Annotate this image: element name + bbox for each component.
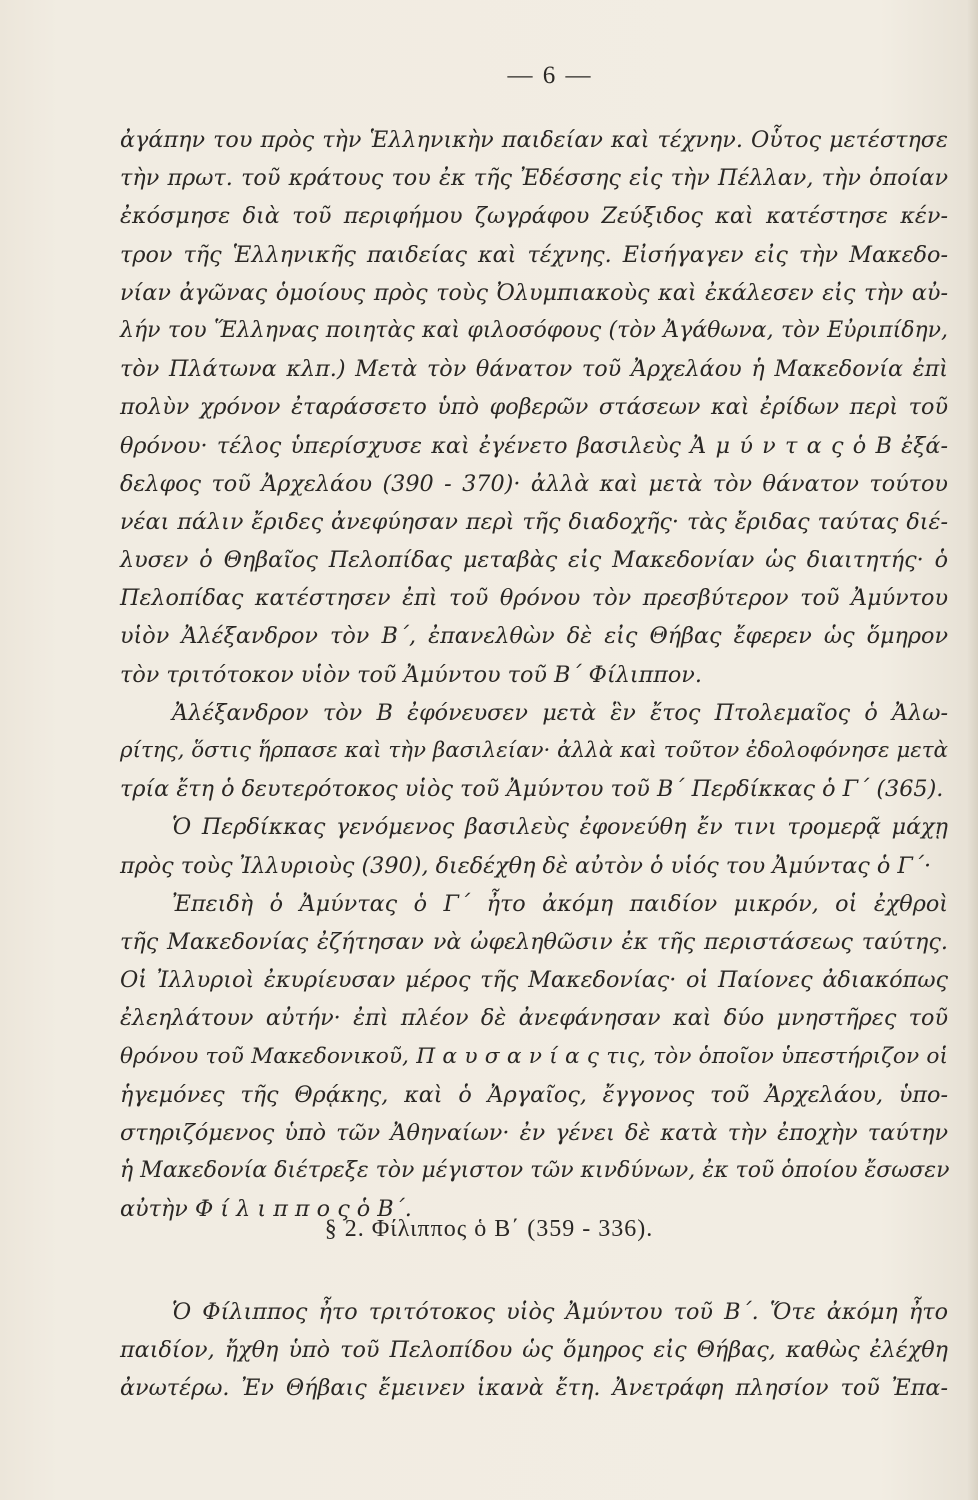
text-line: νίαν ἀγῶνας ὁμοίους πρὸς τοὺς Ὀλυμπιακοὺς καὶ ἐκάλεσεν εἰς τὴν αὐ- [120,279,948,306]
text-line: Πελοπίδας κατέστησεν ἐπὶ τοῦ θρόνου τὸν πρεσβύτερον τοῦ Ἀμύντου [120,585,948,612]
text-line: λυσεν ὁ Θηβαῖος Πελοπίδας μεταβὰς εἰς Μακεδονίαν ὡς διαιτητής· ὁ [120,547,948,574]
text-line: αὐτὴν Φ ί λ ι π π ο ς ὁ Β΄. [120,1196,412,1223]
text-line: Ἐπειδὴ ὁ Ἀμύντας ὁ Γ΄ ἦτο ἀκόμη παιδίον μικρόν, οἱ ἐχθροὶ [172,890,948,917]
text-line: ἡγεμόνες τῆς Θρᾴκης, καὶ ὁ Ἀργαῖος, ἔγγονος τοῦ Ἀρχελάου, ὑπο- [120,1081,948,1108]
text-line: ἡ Μακεδονία διέτρεξε τὸν μέγιστον τῶν κινδύνων, ἐκ τοῦ ὁποίου ἔσωσεν [120,1158,950,1184]
text-line: Ὁ Φίλιππος ἦτο τριτότοκος υἱὸς Ἀμύντου τοῦ Β΄. Ὅτε ἀκόμη ἦτο [172,1299,948,1325]
section-text [120,1293,948,1408]
page-number: — 6 — [507,62,593,89]
text-line: στηριζόμενος ὑπὸ τῶν Ἀθηναίων· ἐν γένει δὲ κατὰ τὴν ἐποχὴν ταύτην [120,1119,948,1146]
text-line: θρόνου· τέλος ὑπερίσχυσε καὶ ἐγένετο βασιλεὺς Ἀ μ ύ ν τ α ς ὁ Β ἐξά- [120,432,948,459]
text-line: τῆς Μακεδονίας ἐζήτησαν νὰ ὠφεληθῶσιν ἐκ τῆς περιστάσεως ταύτης. [120,928,948,955]
text-line: τὸν Πλάτωνα κλπ.) Μετὰ τὸν θάνατον τοῦ Ἀρχελάου ἡ Μακεδονία ἐπὶ [120,356,948,383]
text-line: υἱὸν Ἀλέξανδρον τὸν Β΄, ἐπανελθὼν δὲ εἰς Θήβας ἔφερεν ὡς ὅμηρον [120,623,948,650]
text-line: τρον τῆς Ἑλληνικῆς παιδείας καὶ τέχνης. Εἰσήγαγεν εἰς τὴν Μακεδο- [120,241,948,268]
text-line: τὴν πρωτ. τοῦ κράτους του ἐκ τῆς Ἐδέσσης εἰς τὴν Πέλλαν, τὴν ὁποίαν [120,165,948,192]
text-line: ἐκόσμησε διὰ τοῦ περιφήμου ζωγράφου Ζεύξιδος καὶ κατέστησε κέν- [120,203,948,230]
text-line: ρίτης, ὅστις ἥρπασε καὶ τὴν βασιλείαν· ἀλλὰ καὶ τοῦτον ἐδολοφόνησε μετὰ [120,738,948,763]
text-line: νέαι πάλιν ἔριδες ἀνεφύησαν περὶ τῆς διαδοχῆς· τὰς ἔριδας ταύτας διέ- [120,508,948,535]
section-heading: § 2. Φίλιππος ὁ Β΄ (359 - 336). [324,1216,654,1242]
text-line: ἀγάπην του πρὸς τὴν Ἑλληνικὴν παιδείαν καὶ τέχνην. Οὗτος μετέστησε [120,127,948,153]
text-line: λήν του Ἕλληνας ποιητὰς καὶ φιλοσόφους (τὸν Ἀγάθωνα, τὸν Εὐριπίδην, [120,317,948,343]
text-line: δελφος τοῦ Ἀρχελάου (390 - 370)· ἀλλὰ καὶ μετὰ τὸν θάνατον τούτου [120,470,948,497]
text-line: ἐλεηλάτουν αὐτήν· ἐπὶ πλέον δὲ ἀνεφάνησαν καὶ δύο μνηστῆρες τοῦ [120,1005,948,1032]
text-line: θρόνου τοῦ Μακεδονικοῦ, Π α υ σ α ν ί α ς τις, τὸν ὁποῖον ὑπεστήριζον οἱ [120,1043,948,1069]
page-edge [968,0,978,1500]
text-line: πρὸς τοὺς Ἰλλυριοὺς (390), διεδέχθη δὲ αὐτὸν ὁ υἱός του Ἀμύντας ὁ Γ΄· [120,852,932,879]
text-line: Οἱ Ἰλλυριοὶ ἐκυρίευσαν μέρος τῆς Μακεδονίας· οἱ Παίονες ἀδιακόπως [120,967,948,994]
text-line: Ἀλέξανδρον τὸν Β ἐφόνευσεν μετὰ ἓν ἔτος Πτολεμαῖος ὁ Ἀλω- [172,699,948,726]
main-text [120,121,948,1228]
text-line: τὸν τριτότοκον υἱὸν τοῦ Ἀμύντου τοῦ Β΄ Φίλιππον. [120,661,702,688]
text-line: πολὺν χρόνον ἐταράσσετο ὑπὸ φοβερῶν στάσεων καὶ ἐρίδων περὶ τοῦ [120,394,948,421]
text-line: ἀνωτέρω. Ἐν Θήβαις ἔμεινεν ἱκανὰ ἔτη. Ἀνετράφη πλησίον τοῦ Ἐπα- [120,1375,948,1402]
text-line: παιδίον, ἤχθη ὑπὸ τοῦ Πελοπίδου ὡς ὅμηρος εἰς Θήβας, καθὼς ἐλέχθη [120,1337,948,1364]
text-line: τρία ἔτη ὁ δευτερότοκος υἱὸς τοῦ Ἀμύντου τοῦ Β΄ Περδίκκας ὁ Γ΄ (365). [120,776,944,803]
text-line: Ὁ Περδίκκας γενόμενος βασιλεὺς ἐφονεύθη ἔν τινι τρομερᾷ μάχῃ [172,814,948,841]
